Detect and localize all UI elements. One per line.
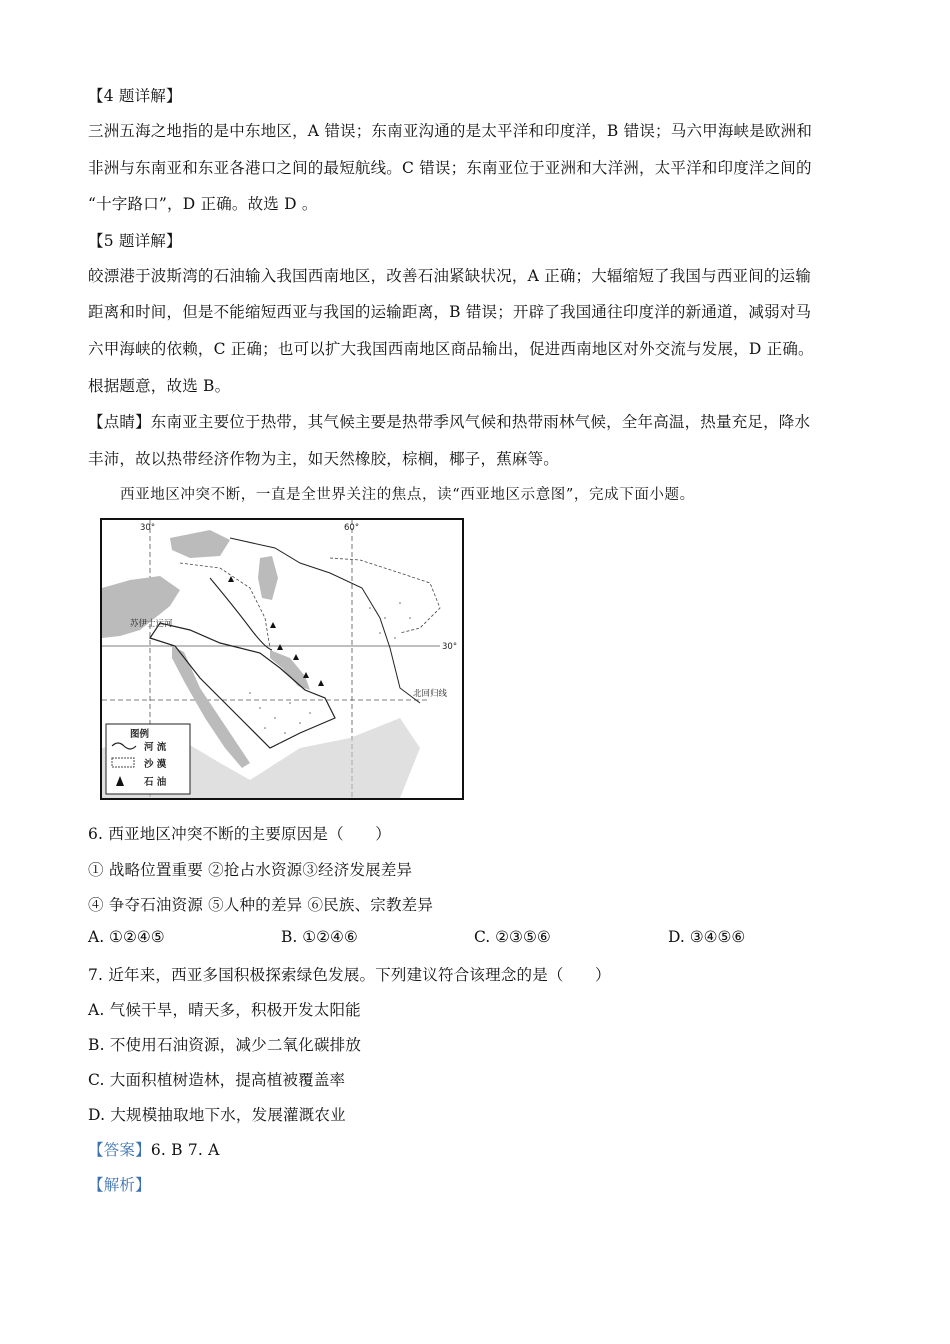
q6-items-line-1: ① 战略位置重要 ②抢占水资源③经济发展差异 [88,861,413,879]
lat-30-label: 30° [442,642,458,652]
lon-60-label: 60° [344,523,360,533]
lon-30-label: 30° [140,523,156,533]
q5-line-2: 距离和时间，但是不能缩短西亚与我国的运输距离，B 错误；开辟了我国通往印度洋的新通道，减弱对马 [88,303,812,321]
suez-canal-label: 苏伊士运河 [130,619,173,629]
legend-desert-label: 沙 漠 [144,759,167,770]
q4-line-1: 三洲五海之地指的是中东地区，A 错误；东南亚沟通的是太平洋和印度洋，B 错误；马六甲海峡是欧洲和 [88,122,813,140]
q6-option-c: C. ②③⑤⑥ [474,928,551,946]
west-asia-map [100,518,464,800]
tropic-label: 北回归线 [413,689,448,699]
q4-line-3: “十字路口”，D 正确。故选 D 。 [88,195,318,213]
q4-heading: 【4 题详解】 [88,87,182,105]
q7-option-b: B. 不使用石油资源，减少二氧化碳排放 [88,1036,362,1054]
q6-stem: 6. 西亚地区冲突不断的主要原因是（ ） [88,825,391,843]
q6-items-line-2: ④ 争夺石油资源 ⑤人种的差异 ⑥民族、宗教差异 [88,896,434,914]
q6-option-a: A. ①②④⑤ [88,928,165,946]
tip-line-1: 【点睛】东南亚主要位于热带，其气候主要是热带季风气候和热带雨林气候，全年高温，热量充足，降水 [88,413,811,431]
legend-river-label: 河 流 [144,742,167,753]
tip-line-2: 丰沛，故以热带经济作物为主，如天然橡胶，棕榈，椰子，蕉麻等。 [88,450,560,468]
q6-option-d: D. ③④⑤⑥ [668,928,746,946]
q5-heading: 【5 题详解】 [88,232,182,250]
q7-stem: 7. 近年来，西亚多国积极探索绿色发展。下列建议符合该理念的是（ ） [88,966,611,984]
legend-oil-label: 石 油 [144,777,167,788]
q6-option-b: B. ①②④⑥ [281,928,358,946]
q7-option-a: A. 气候干旱，晴天多，积极开发太阳能 [88,1001,361,1019]
q4-line-2: 非洲与东南亚和东亚各港口之间的最短航线。C 错误；东南亚位于亚洲和大洋洲，太平洋和印度洋之间的 [88,159,812,177]
analysis-label: 【解析】 [88,1176,151,1194]
answer-line [88,1138,220,1160]
intro-text: 西亚地区冲突不断，一直是全世界关注的焦点，读“西亚地区示意图”，完成下面小题。 [120,487,695,503]
legend-title: 图例 [130,729,150,740]
q7-option-c: C. 大面积植树造林，提高植被覆盖率 [88,1071,346,1089]
q5-line-1: 皎漂港于波斯湾的石油输入我国西南地区，改善石油紧缺状况，A 正确；大辐缩短了我国与西亚间的运输 [88,267,812,285]
answer-label: 【答案】 [88,1141,151,1159]
q5-line-4: 根据题意，故选 B。 [88,377,231,395]
answer-text: 6. B 7. A [150,1141,220,1159]
q5-line-3: 六甲海峡的依赖，C 正确；也可以扩大我国西南地区商品输出，促进西南地区对外交流与发展，D 正确。 [88,340,814,358]
q7-option-d: D. 大规模抽取地下水，发展灌溉农业 [88,1106,346,1124]
